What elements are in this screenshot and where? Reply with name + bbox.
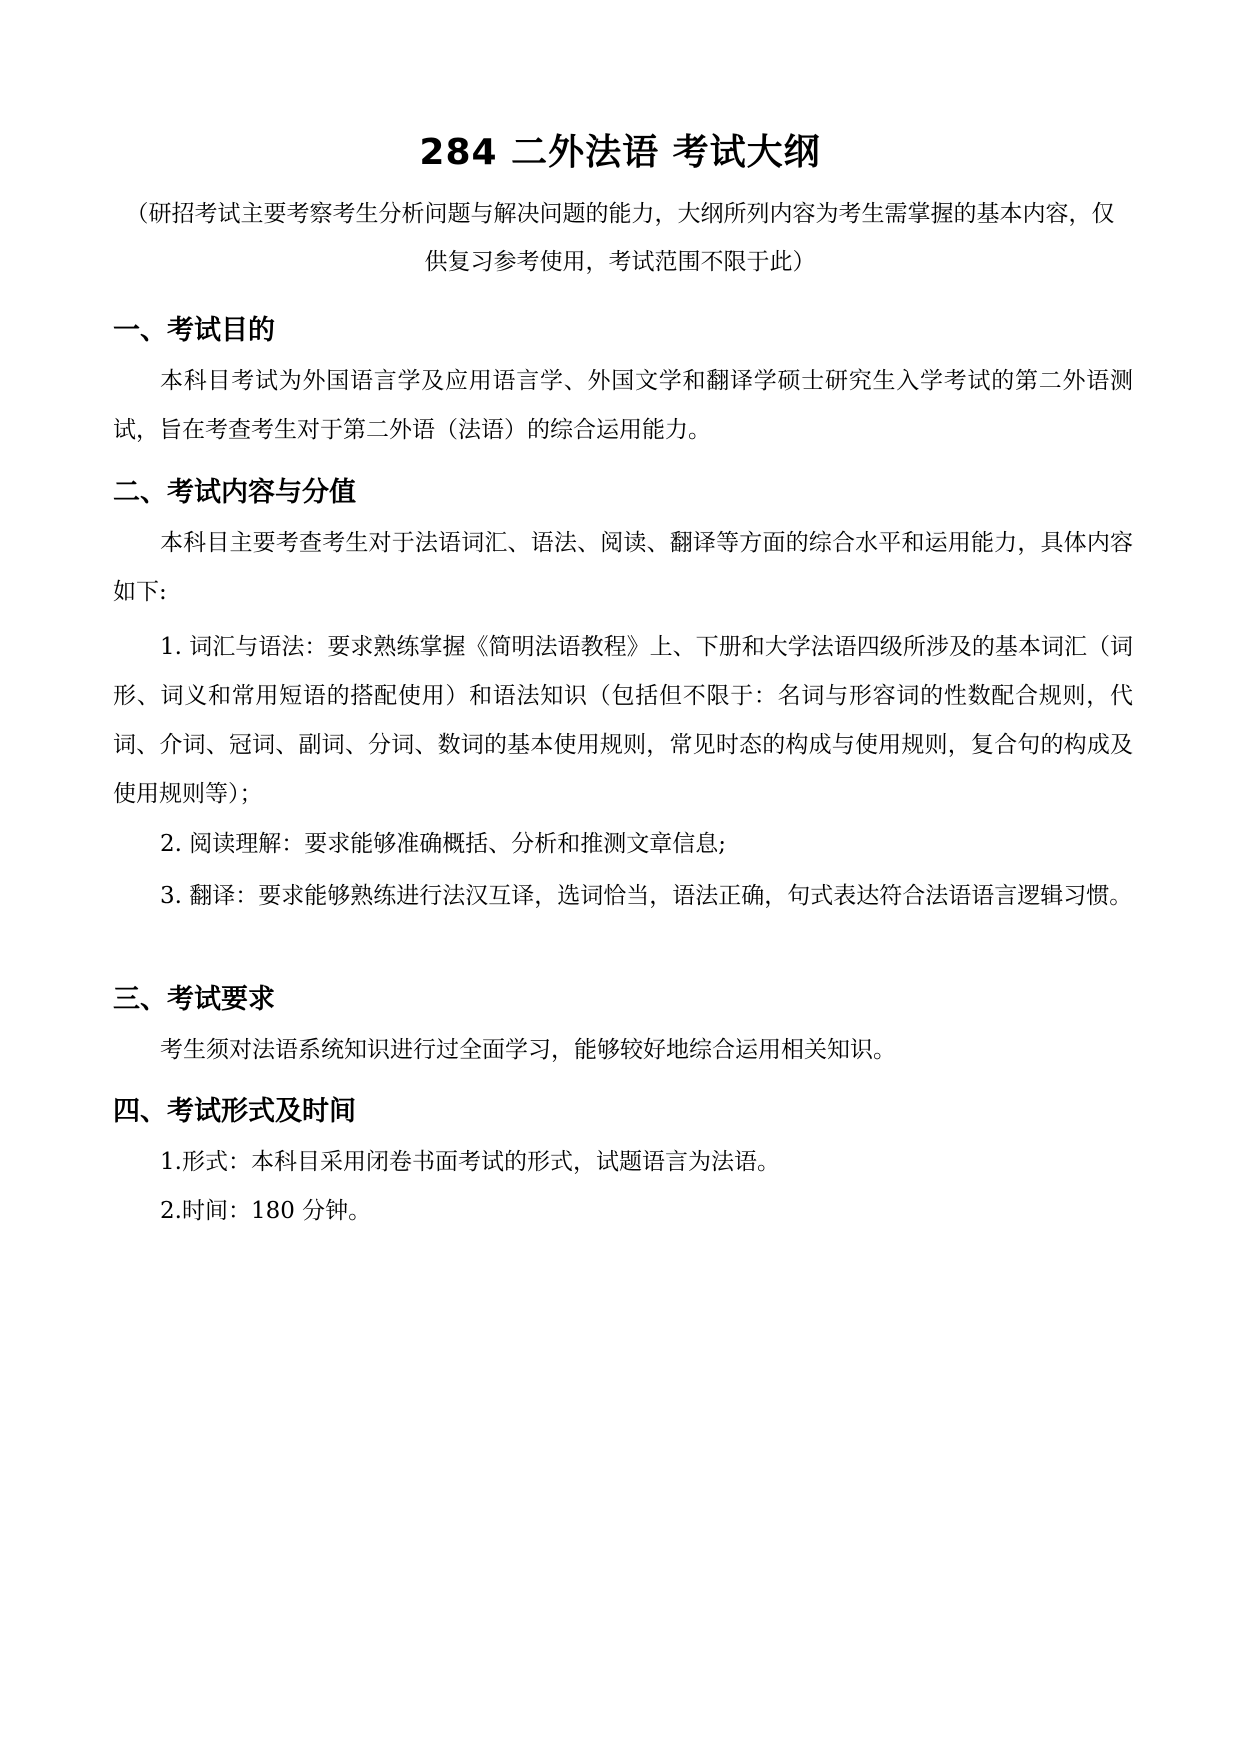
section-paragraph-content: 本科目主要考查考生对于法语词汇、语法、阅读、翻译等方面的综合水平和运用能力，具体内容如下: <box>113 530 1133 605</box>
format-item-time: 2.时间：180 分钟。 <box>160 1198 372 1224</box>
content-item-translation: 3. 翻译：要求能够熟练进行法汉互译，选词恰当，语法正确，句式表达符合法语语言逻辑习惯。 <box>160 883 1133 909</box>
section-heading-content: 二、考试内容与分值 <box>113 477 356 508</box>
section-paragraph-purpose: 本科目考试为外国语言学及应用语言学、外国文学和翻译学硕士研究生入学考试的第二外语测试，旨在考查考生对于第二外语（法语）的综合运用能力。 <box>113 368 1133 443</box>
section-heading-format: 四、考试形式及时间 <box>113 1096 356 1127</box>
document-subtitle: （研招考试主要考察考生分析问题与解决问题的能力，大纲所列内容为考生需掌握的基本内容，仅供复习参考使用，考试范围不限于此） <box>125 201 1115 275</box>
content-item-reading: 2. 阅读理解：要求能够准确概括、分析和推测文章信息; <box>160 831 727 857</box>
content-item-vocabulary-grammar: 1. 词汇与语法：要求熟练掌握《简明法语教程》上、下册和大学法语四级所涉及的基本词汇（词形、词义和常用短语的搭配使用）和语法知识（包括但不限于：名词与形容词的性数配合规则，代词、介词、冠词、副词、分词、数词的基本使用规则，常见时态的构成与使用规则，复合句的构成及使用规则等）； <box>113 634 1133 807</box>
section-paragraph-requirements: 考生须对法语系统知识进行过全面学习，能够较好地综合运用相关知识。 <box>160 1037 896 1063</box>
format-item-form: 1.形式：本科目采用闭卷书面考试的形式，试题语言为法语。 <box>160 1149 780 1175</box>
document-title: 284 二外法语 考试大纲 <box>419 132 821 173</box>
section-heading-requirements: 三、考试要求 <box>113 984 275 1015</box>
section-heading-purpose: 一、考试目的 <box>113 315 275 346</box>
